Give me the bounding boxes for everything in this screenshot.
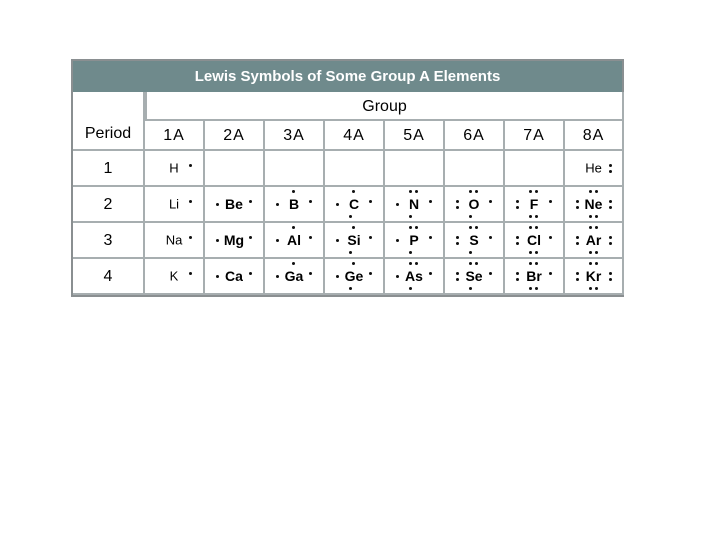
valence-electron-dot xyxy=(216,275,219,278)
valence-electron-dot xyxy=(529,262,532,265)
valence-electron-dot xyxy=(609,278,612,281)
valence-electron-dot xyxy=(609,242,612,245)
empty-cell xyxy=(265,151,325,187)
element-cell-kr xyxy=(565,259,624,295)
valence-electron-dot xyxy=(609,164,612,167)
valence-electron-dot xyxy=(489,272,492,275)
group-header-7a: 7A xyxy=(505,121,565,151)
valence-electron-dot xyxy=(535,251,538,254)
valence-electron-dot xyxy=(349,287,352,290)
valence-electron-dot xyxy=(595,262,598,265)
valence-electron-dot xyxy=(576,206,579,209)
valence-electron-dot xyxy=(535,287,538,290)
valence-electron-dot xyxy=(589,226,592,229)
period-label-2: 2 xyxy=(73,187,145,223)
element-symbol: Al xyxy=(287,232,301,248)
valence-electron-dot xyxy=(336,203,339,206)
element-cell-he xyxy=(565,151,624,187)
valence-electron-dot xyxy=(549,272,552,275)
valence-electron-dot xyxy=(475,262,478,265)
valence-electron-dot xyxy=(516,278,519,281)
lewis-symbol xyxy=(519,263,549,289)
element-symbol: Se xyxy=(465,268,483,284)
group-header-3a: 3A xyxy=(265,121,325,151)
lewis-symbol xyxy=(339,191,369,217)
element-cell-c xyxy=(325,187,385,223)
element-cell-s xyxy=(445,223,505,259)
valence-electron-dot xyxy=(276,203,279,206)
valence-electron-dot xyxy=(469,215,472,218)
element-cell-ne xyxy=(565,187,624,223)
valence-electron-dot xyxy=(456,206,459,209)
valence-electron-dot xyxy=(276,239,279,242)
valence-electron-dot xyxy=(249,272,252,275)
valence-electron-dot xyxy=(352,262,355,265)
valence-electron-dot xyxy=(349,215,352,218)
valence-electron-dot xyxy=(516,206,519,209)
period-label-1: 1 xyxy=(73,151,145,187)
lewis-symbol xyxy=(339,227,369,253)
element-symbol: B xyxy=(288,196,300,212)
group-header-1a: 1A xyxy=(145,121,205,151)
empty-cell xyxy=(385,151,445,187)
valence-electron-dot xyxy=(409,215,412,218)
period-header: Period xyxy=(73,92,145,151)
lewis-symbol xyxy=(279,191,309,217)
element-cell-li xyxy=(145,187,205,223)
element-cell-ga xyxy=(265,259,325,295)
group-header: Group xyxy=(145,92,624,121)
valence-electron-dot xyxy=(576,236,579,239)
element-cell-f xyxy=(505,187,565,223)
valence-electron-dot xyxy=(576,272,579,275)
valence-electron-dot xyxy=(249,236,252,239)
element-symbol: Si xyxy=(347,232,361,248)
element-symbol: H xyxy=(169,160,179,176)
empty-cell xyxy=(505,151,565,187)
valence-electron-dot xyxy=(415,262,418,265)
element-symbol: Ge xyxy=(344,268,364,284)
valence-electron-dot xyxy=(609,236,612,239)
valence-electron-dot xyxy=(336,239,339,242)
period-label-4: 4 xyxy=(73,259,145,295)
valence-electron-dot xyxy=(189,200,192,203)
lewis-symbol xyxy=(219,263,249,289)
valence-electron-dot xyxy=(529,251,532,254)
empty-cell xyxy=(445,151,505,187)
valence-electron-dot xyxy=(469,287,472,290)
group-header-5a: 5A xyxy=(385,121,445,151)
element-symbol: Ca xyxy=(225,268,243,284)
element-cell-k xyxy=(145,259,205,295)
valence-electron-dot xyxy=(309,236,312,239)
valence-electron-dot xyxy=(529,287,532,290)
element-cell-as xyxy=(385,259,445,295)
valence-electron-dot xyxy=(292,226,295,229)
valence-electron-dot xyxy=(535,262,538,265)
empty-cell xyxy=(205,151,265,187)
lewis-symbol xyxy=(519,191,549,217)
valence-electron-dot xyxy=(576,242,579,245)
element-cell-ar xyxy=(565,223,624,259)
valence-electron-dot xyxy=(456,236,459,239)
valence-electron-dot xyxy=(549,236,552,239)
element-cell-h xyxy=(145,151,205,187)
valence-electron-dot xyxy=(489,200,492,203)
element-symbol: N xyxy=(408,196,420,212)
empty-cell xyxy=(325,151,385,187)
element-cell-p xyxy=(385,223,445,259)
lewis-symbol xyxy=(279,227,309,253)
lewis-symbol xyxy=(219,227,249,253)
element-symbol: K xyxy=(169,268,179,284)
valence-electron-dot xyxy=(529,226,532,229)
lewis-symbol xyxy=(519,227,549,253)
valence-electron-dot xyxy=(309,200,312,203)
lewis-symbol xyxy=(459,227,489,253)
lewis-symbol xyxy=(399,227,429,253)
valence-electron-dot xyxy=(456,278,459,281)
valence-electron-dot xyxy=(535,190,538,193)
valence-electron-dot xyxy=(595,190,598,193)
lewis-symbol xyxy=(339,263,369,289)
lewis-symbol xyxy=(459,263,489,289)
valence-electron-dot xyxy=(576,278,579,281)
valence-electron-dot xyxy=(535,226,538,229)
valence-electron-dot xyxy=(576,200,579,203)
group-header-6a: 6A xyxy=(445,121,505,151)
element-symbol: F xyxy=(529,196,539,212)
group-header-8a: 8A xyxy=(565,121,624,151)
element-symbol: Ga xyxy=(284,268,304,284)
valence-electron-dot xyxy=(489,236,492,239)
lewis-symbol xyxy=(159,155,189,181)
valence-electron-dot xyxy=(595,226,598,229)
valence-electron-dot xyxy=(529,190,532,193)
element-symbol: Kr xyxy=(585,268,602,284)
element-symbol: Cl xyxy=(527,232,541,248)
group-header-4a: 4A xyxy=(325,121,385,151)
valence-electron-dot xyxy=(396,203,399,206)
valence-electron-dot xyxy=(349,251,352,254)
lewis-symbol xyxy=(159,227,189,253)
valence-electron-dot xyxy=(409,226,412,229)
element-symbol: He xyxy=(585,160,602,176)
element-symbol: C xyxy=(348,196,360,212)
element-symbol: Be xyxy=(225,196,243,212)
valence-electron-dot xyxy=(589,262,592,265)
valence-electron-dot xyxy=(369,236,372,239)
period-label-3: 3 xyxy=(73,223,145,259)
lewis-symbol xyxy=(579,263,609,289)
lewis-symbol xyxy=(579,155,609,181)
lewis-symbol xyxy=(459,191,489,217)
element-symbol: Ar xyxy=(585,232,602,248)
valence-electron-dot xyxy=(429,272,432,275)
element-cell-na xyxy=(145,223,205,259)
table-title: Lewis Symbols of Some Group A Elements xyxy=(73,61,622,92)
valence-electron-dot xyxy=(369,272,372,275)
valence-electron-dot xyxy=(609,200,612,203)
element-cell-cl xyxy=(505,223,565,259)
valence-electron-dot xyxy=(609,272,612,275)
valence-electron-dot xyxy=(529,215,532,218)
valence-electron-dot xyxy=(216,203,219,206)
element-symbol: As xyxy=(405,268,423,284)
valence-electron-dot xyxy=(535,215,538,218)
valence-electron-dot xyxy=(429,236,432,239)
valence-electron-dot xyxy=(589,251,592,254)
element-cell-b xyxy=(265,187,325,223)
valence-electron-dot xyxy=(456,272,459,275)
valence-electron-dot xyxy=(409,190,412,193)
valence-electron-dot xyxy=(469,190,472,193)
valence-electron-dot xyxy=(292,262,295,265)
valence-electron-dot xyxy=(352,190,355,193)
element-symbol: Mg xyxy=(223,232,245,248)
valence-electron-dot xyxy=(456,200,459,203)
element-cell-se xyxy=(445,259,505,295)
valence-electron-dot xyxy=(309,272,312,275)
element-symbol: Li xyxy=(168,196,180,212)
lewis-symbol xyxy=(579,227,609,253)
valence-electron-dot xyxy=(589,287,592,290)
valence-electron-dot xyxy=(396,239,399,242)
valence-electron-dot xyxy=(409,251,412,254)
element-symbol: Ne xyxy=(584,196,603,212)
valence-electron-dot xyxy=(189,236,192,239)
valence-electron-dot xyxy=(415,226,418,229)
element-symbol: Na xyxy=(165,232,183,248)
element-cell-ge xyxy=(325,259,385,295)
valence-electron-dot xyxy=(409,262,412,265)
element-symbol: O xyxy=(468,196,480,212)
valence-electron-dot xyxy=(609,170,612,173)
valence-electron-dot xyxy=(595,287,598,290)
valence-electron-dot xyxy=(189,272,192,275)
valence-electron-dot xyxy=(396,275,399,278)
element-cell-be xyxy=(205,187,265,223)
element-symbol: P xyxy=(409,232,419,248)
lewis-symbol xyxy=(159,191,189,217)
lewis-symbol xyxy=(399,263,429,289)
lewis-symbol xyxy=(159,263,189,289)
element-cell-al xyxy=(265,223,325,259)
valence-electron-dot xyxy=(516,242,519,245)
valence-electron-dot xyxy=(469,251,472,254)
element-cell-mg xyxy=(205,223,265,259)
element-symbol: S xyxy=(469,232,479,248)
valence-electron-dot xyxy=(352,226,355,229)
valence-electron-dot xyxy=(516,272,519,275)
valence-electron-dot xyxy=(475,226,478,229)
valence-electron-dot xyxy=(415,190,418,193)
valence-electron-dot xyxy=(409,287,412,290)
valence-electron-dot xyxy=(516,236,519,239)
valence-electron-dot xyxy=(595,215,598,218)
lewis-symbol xyxy=(219,191,249,217)
valence-electron-dot xyxy=(189,164,192,167)
element-cell-n xyxy=(385,187,445,223)
valence-electron-dot xyxy=(549,200,552,203)
valence-electron-dot xyxy=(456,242,459,245)
valence-electron-dot xyxy=(609,206,612,209)
element-cell-o xyxy=(445,187,505,223)
lewis-symbol xyxy=(279,263,309,289)
valence-electron-dot xyxy=(216,239,219,242)
valence-electron-dot xyxy=(589,215,592,218)
element-cell-br xyxy=(505,259,565,295)
lewis-symbols-table xyxy=(71,59,624,297)
valence-electron-dot xyxy=(516,200,519,203)
valence-electron-dot xyxy=(475,190,478,193)
valence-electron-dot xyxy=(469,226,472,229)
valence-electron-dot xyxy=(336,275,339,278)
valence-electron-dot xyxy=(589,190,592,193)
lewis-symbol xyxy=(399,191,429,217)
valence-electron-dot xyxy=(429,200,432,203)
valence-electron-dot xyxy=(595,251,598,254)
valence-electron-dot xyxy=(369,200,372,203)
valence-electron-dot xyxy=(276,275,279,278)
group-header-2a: 2A xyxy=(205,121,265,151)
element-symbol: Br xyxy=(526,268,542,284)
valence-electron-dot xyxy=(292,190,295,193)
valence-electron-dot xyxy=(249,200,252,203)
lewis-symbol xyxy=(579,191,609,217)
valence-electron-dot xyxy=(469,262,472,265)
element-cell-ca xyxy=(205,259,265,295)
element-cell-si xyxy=(325,223,385,259)
